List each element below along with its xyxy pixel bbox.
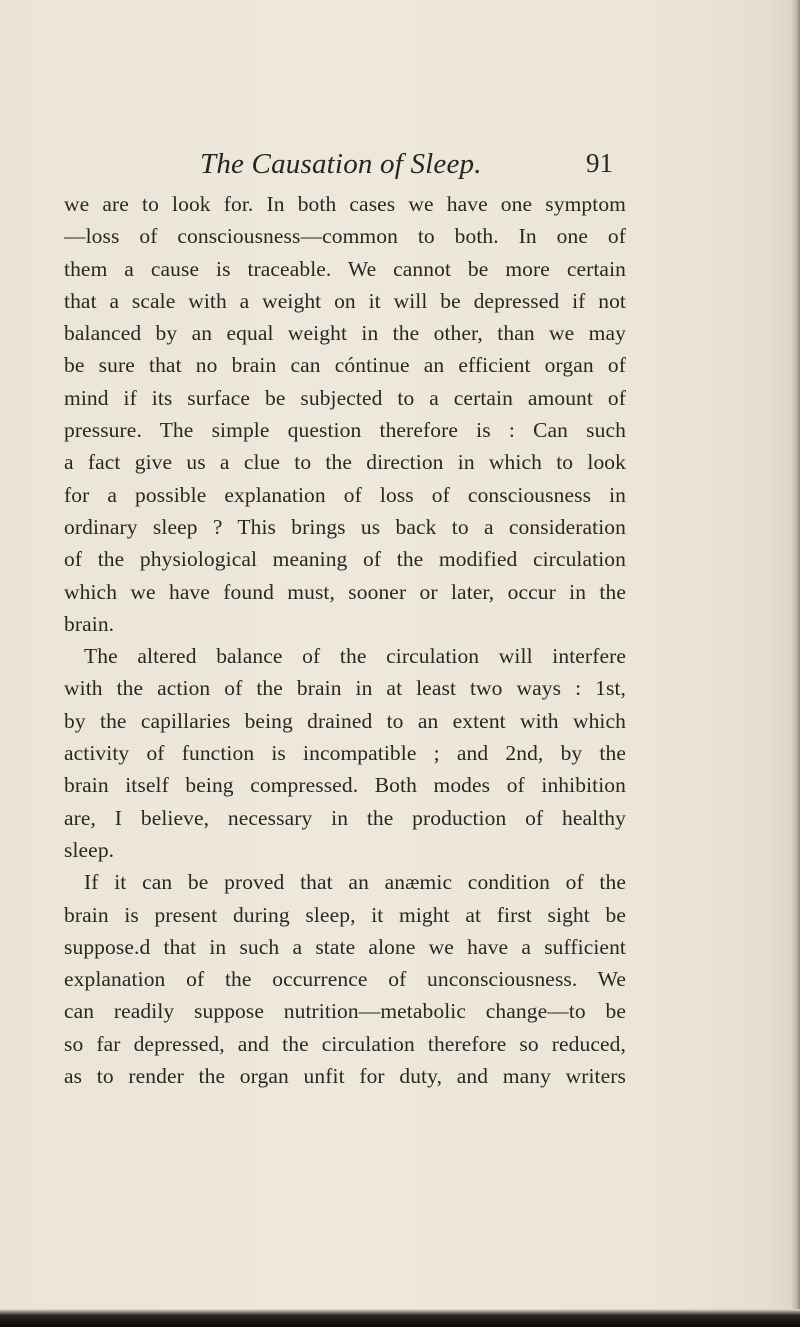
text-line: as to render the organ unfit for duty, and many writers xyxy=(64,1064,626,1089)
text-line: brain is present during sleep, it might at first sight be xyxy=(64,902,626,927)
text-line: brain. xyxy=(64,611,115,636)
text-line: explanation of the occurrence of unconsciousness. We xyxy=(64,967,626,992)
text-line: that a scale with a weight on it will be depressed if not xyxy=(64,288,626,313)
text-line: suppose.d that in such a state alone we have a sufficient xyxy=(64,934,626,959)
text-line: so far depressed, and the circulation therefore so reduced, xyxy=(64,1031,626,1056)
text-line: balanced by an equal weight in the other, than we may xyxy=(64,321,626,346)
running-title: The Causation of Sleep. xyxy=(200,148,482,180)
text-line: mind if its surface be subjected to a certain amount of xyxy=(64,385,626,410)
text-line: —loss of consciousness—common to both. In one of xyxy=(64,224,626,249)
page-header xyxy=(200,148,630,188)
text-line: pressure. The simple question therefore is : Can such xyxy=(64,418,626,443)
page-number: 91 xyxy=(586,148,613,178)
text-line: with the action of the brain in at least two ways : 1st, xyxy=(64,676,626,701)
text-line: them a cause is traceable. We cannot be more certain xyxy=(64,256,626,281)
text-line: ordinary sleep ? This brings us back to a consideration xyxy=(64,514,626,539)
text-line: brain itself being compressed. Both modes of inhibition xyxy=(64,773,626,798)
text-line: If it can be proved that an anæmic condition of the xyxy=(84,870,626,895)
text-line: activity of function is incompatible ; and 2nd, by the xyxy=(64,741,626,766)
body-text xyxy=(64,188,626,1092)
text-line: we are to look for. In both cases we have one symptom xyxy=(64,192,626,216)
text-line: The altered balance of the circulation will interfere xyxy=(84,644,626,669)
text-line: can readily suppose nutrition—metabolic change—to be xyxy=(64,999,626,1024)
text-line: be sure that no brain can cóntinue an efficient organ of xyxy=(64,353,626,378)
text-line: for a possible explanation of loss of consciousness in xyxy=(64,482,626,507)
page-edge-shadow xyxy=(792,0,800,1327)
text-line: by the capillaries being drained to an extent with which xyxy=(64,708,626,733)
scan-bottom-edge xyxy=(0,1309,800,1327)
text-line: sleep. xyxy=(64,837,115,862)
text-line: are, I believe, necessary in the production of healthy xyxy=(64,805,626,830)
text-line: which we have found must, sooner or later, occur in the xyxy=(64,579,626,604)
text-line: a fact give us a clue to the direction in which to look xyxy=(64,450,626,475)
text-line: of the physiological meaning of the modified circulation xyxy=(64,547,626,572)
